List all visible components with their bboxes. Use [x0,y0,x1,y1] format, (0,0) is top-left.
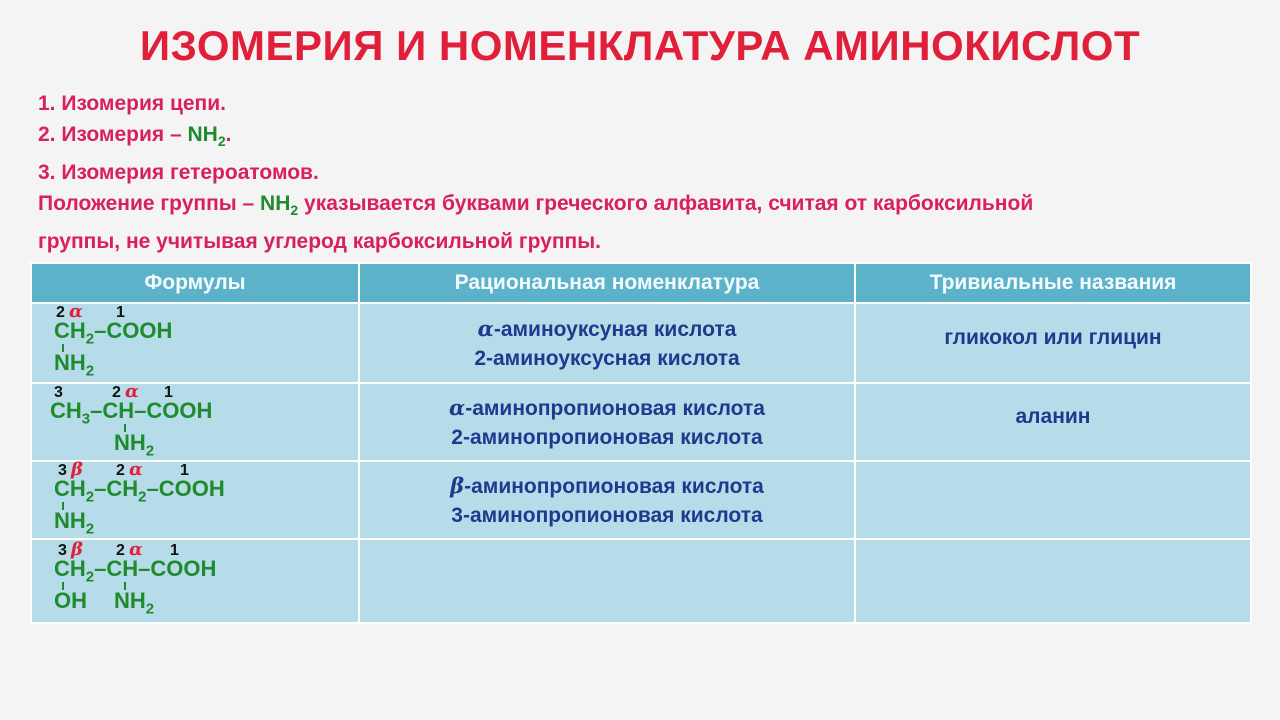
formula-cell [31,303,359,383]
nomenclature-table [30,262,1252,624]
formula-main-chain: $CH_2-CH_2$–COOH [54,476,225,506]
rational-name: α-аминопропионовая кислота 2-аминопропионовая кислота [449,394,765,449]
carbon-number: 1 [116,304,125,321]
carbon-number: 3 [58,462,67,479]
page-title: ИЗОМЕРИЯ И НОМЕНКЛАТУРА АМИНОКИСЛОТ [139,22,1141,69]
table-row [31,461,1251,539]
amino-group: $NH_2$ [187,123,226,150]
formula-cell [31,539,359,623]
table-row [31,303,1251,383]
rational-name-cell [359,461,855,539]
list-item-text: . [225,123,232,146]
greek-label: α [69,301,83,322]
amino-substituent: $NH_2$ [54,350,95,380]
trivial-name-cell [855,383,1251,461]
trivial-name: аланин [1015,404,1091,428]
structural-formula [32,381,358,460]
trivial-name-cell [855,303,1251,383]
formula-main-chain: $CH_3-CH$–COOH [50,398,213,428]
note-line: группы, не учитывая углерод карбоксильной группы. [38,230,601,254]
rational-name-cell [359,303,855,383]
greek-label: α [129,539,143,560]
trivial-name-cell [855,539,1251,623]
carbon-number: 3 [58,542,67,559]
structural-formula [32,540,358,622]
structural-formula [32,301,358,382]
rational-name-cell [359,383,855,461]
trivial-name-cell [855,461,1251,539]
greek-label: β [71,459,83,480]
greek-label: α [129,459,143,480]
carbon-number: 1 [164,384,173,401]
carbon-number: 3 [54,384,63,401]
carbon-number: 2 [116,462,125,479]
carbon-number: 1 [170,542,179,559]
hydroxyl-substituent: OH [54,588,87,613]
rational-name: β-аминопропионовая кислота 3-аминопропионовая кислота [450,472,764,527]
rational-name: α-аминоуксуная кислота 2-аминоуксусная кислота [474,315,740,370]
amino-substituent: $NH_2$ [114,430,155,460]
table-row [31,383,1251,461]
table-header-row [31,263,1251,303]
formula-main-chain: $CH_2$–COOH [54,318,173,348]
carbon-number: 2 [112,384,121,401]
list-item-text: 2. Изомерия – [38,123,188,146]
note-line: Положение группы – $NH_2$ указывается буквами греческого алфавита, считая от карбоксильной [38,192,1034,219]
header-formulas: Формулы [31,263,359,303]
structural-formula [32,459,358,538]
list-item [38,119,1258,157]
trivial-name: гликокол или глицин [944,325,1162,349]
header-trivial: Тривиальные названия [855,263,1251,303]
header-rational: Рациональная номенклатура [359,263,855,303]
carbon-number: 1 [180,462,189,479]
formula-main-chain: $CH_2-CH$–COOH [54,556,217,586]
amino-substituent: $NH_2$ [114,588,155,618]
rational-name-cell [359,539,855,623]
list-item: 1. Изомерия цепи. [38,92,226,115]
greek-label: β [71,539,83,560]
intro-text [38,88,1258,257]
formula-cell [31,461,359,539]
carbon-number: 2 [56,304,65,321]
amino-group: $NH_2$ [260,192,299,219]
table-row [31,539,1251,623]
list-item: 3. Изомерия гетероатомов. [38,161,319,185]
carbon-number: 2 [116,542,125,559]
amino-substituent: $NH_2$ [54,508,95,538]
formula-cell [31,383,359,461]
greek-label: α [125,381,139,402]
